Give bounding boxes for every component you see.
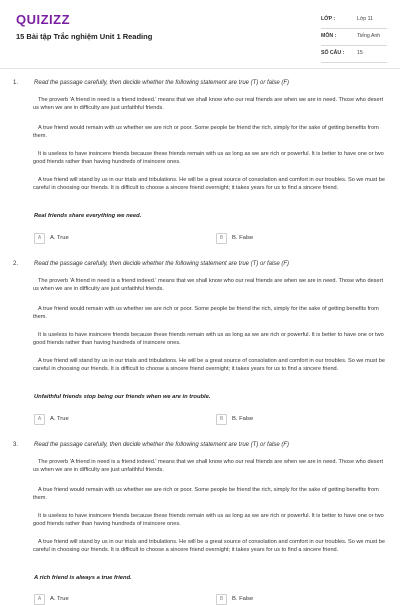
option-letter-box: B bbox=[216, 233, 227, 244]
document-title: 15 Bài tập Trắc nghiệm Unit 1 Reading bbox=[16, 32, 153, 41]
meta-count-label: SỐ CÂU : bbox=[321, 50, 345, 56]
page-header bbox=[0, 0, 400, 66]
meta-subject-label: MÔN : bbox=[321, 33, 337, 39]
meta-grade-value: Lớp 11 bbox=[357, 16, 373, 22]
option-letter-box: A bbox=[34, 594, 45, 605]
passage-paragraph: It is useless to have insincere friends because these friends remain with us as long as we are rich or powerful. It is better to have one or two good friends rather than having hundreds of insincere ones. bbox=[33, 151, 384, 165]
header-divider bbox=[0, 68, 400, 69]
passage-paragraph: The proverb 'A friend in need is a friend indeed.' means that we shall know who our real friends are when we are in need. Those who desert us when we are in difficulty are just unfaithful friends. bbox=[33, 459, 384, 473]
meta-grade-label: LỚP : bbox=[321, 16, 336, 22]
option-letter-box: B bbox=[216, 414, 227, 425]
option-label: A. True bbox=[50, 596, 69, 602]
question-statement: Unfaithful friends stop being our friends when we are in trouble. bbox=[34, 394, 211, 400]
passage-paragraph: A true friend would remain with us whether we are rich or poor. Some people be friend the rich, simply for the sake of getting benefits from them. bbox=[33, 125, 379, 139]
meta-grade bbox=[321, 13, 387, 29]
question-instruction: Read the passage carefully, then decide whether the following statement are true (T) or false (F) bbox=[34, 80, 290, 86]
option-letter-box: B bbox=[216, 594, 227, 605]
option-label: A. True bbox=[50, 416, 69, 422]
question-instruction: Read the passage carefully, then decide whether the following statement are true (T) or false (F) bbox=[34, 261, 290, 267]
meta-subject-value: Tiếng Anh bbox=[357, 33, 381, 39]
option-label: A. True bbox=[50, 235, 69, 241]
question-number: 2. bbox=[13, 261, 19, 267]
meta-question-count bbox=[321, 47, 387, 63]
passage-paragraph: A true friend would remain with us whether we are rich or poor. Some people be friend the rich, simply for the sake of getting benefits from them. bbox=[33, 487, 379, 501]
passage-paragraph: It is useless to have insincere friends because these friends remain with us as long as we are rich or powerful. It is better to have one or two good friends rather than having hundreds of insincere ones. bbox=[33, 332, 384, 346]
option-label: B. False bbox=[232, 416, 254, 422]
passage-paragraph: The proverb 'A friend in need is a friend indeed.' means that we shall know who our real friends are when we are in need. Those who desert us when we are in difficulty are just unfaithful friends. bbox=[33, 278, 384, 292]
passage-paragraph: The proverb 'A friend in need is a friend indeed.' means that we shall know who our real friends are when we are in need. Those who desert us when we are in difficulty are just unfaithful friends. bbox=[33, 97, 384, 111]
meta-subject bbox=[321, 30, 387, 46]
passage-paragraph: A true friend would remain with us whether we are rich or poor. Some people be friend the rich, simply for the sake of getting benefits from them. bbox=[33, 306, 379, 320]
question-number: 3. bbox=[13, 442, 19, 448]
option-label: B. False bbox=[232, 596, 254, 602]
question-number: 1. bbox=[13, 80, 19, 86]
document-meta bbox=[321, 13, 387, 64]
option-letter-box: A bbox=[34, 414, 45, 425]
passage-paragraph: A true friend will stand by us in our trials and tribulations. He will be a great source of consolation and comfort in our troubles. So we must be careful in choosing our friends. It is difficult to choose a sincere friend overnight; it takes years for us to find a sincere friend. bbox=[33, 177, 385, 191]
option-label: B. False bbox=[232, 235, 254, 241]
question-statement: A rich friend is always a true friend. bbox=[34, 575, 132, 581]
passage-paragraph: A true friend will stand by us in our trials and tribulations. He will be a great source of consolation and comfort in our troubles. So we must be careful in choosing our friends. It is difficult to choose a sincere friend overnight; it takes years for us to find a sincere friend. bbox=[33, 539, 385, 553]
option-letter-box: A bbox=[34, 233, 45, 244]
question-instruction: Read the passage carefully, then decide whether the following statement are true (T) or false (F) bbox=[34, 442, 290, 448]
passage-paragraph: A true friend will stand by us in our trials and tribulations. He will be a great source of consolation and comfort in our troubles. So we must be careful in choosing our friends. It is difficult to choose a sincere friend overnight; it takes years for us to find a sincere friend. bbox=[33, 358, 385, 372]
quizizz-logo: QUIZIZZ bbox=[16, 12, 71, 27]
passage-paragraph: It is useless to have insincere friends because these friends remain with us as long as we are rich or powerful. It is better to have one or two good friends rather than having hundreds of insincere ones. bbox=[33, 513, 384, 527]
question-statement: Real friends share everything we need. bbox=[34, 213, 142, 219]
meta-count-value: 15 bbox=[357, 50, 363, 56]
